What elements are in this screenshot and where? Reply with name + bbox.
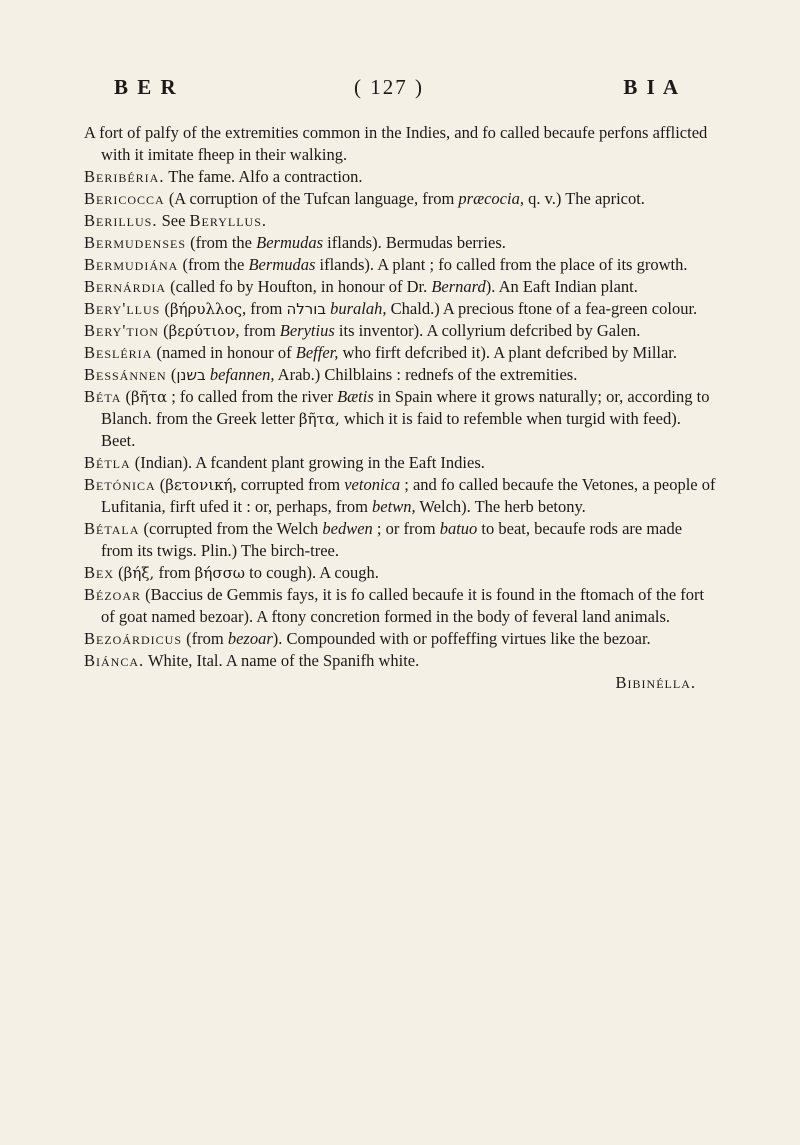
dictionary-entry	[84, 166, 716, 188]
header-right: B I A	[623, 75, 680, 99]
italic-term: bedwen	[322, 519, 373, 538]
dictionary-entry	[84, 364, 716, 386]
definition-text: White, Ital. A name of the Spanifh white.	[144, 651, 420, 670]
definition-text: (	[114, 563, 124, 582]
headword: Bermudenses	[84, 233, 187, 252]
headword: Biánca.	[84, 651, 145, 670]
headword: Bermudiána	[84, 255, 179, 274]
dictionary-entry	[84, 562, 716, 584]
italic-term: Bætis	[337, 387, 374, 406]
definition-text: q. v.) The apricot.	[523, 189, 645, 208]
definition-text: See	[157, 211, 190, 230]
italic-term: Bernard	[431, 277, 486, 296]
definition-text: Chald.) A precious ftone of a fea-green colour.	[386, 299, 698, 318]
greek-term: βετονική	[165, 476, 233, 494]
dictionary-entry	[84, 188, 716, 210]
definition-text: (	[121, 387, 131, 406]
headword: Béta	[84, 387, 122, 406]
headword: Besléria	[84, 343, 153, 362]
dictionary-entry	[84, 254, 716, 276]
definition-text: A fort of palfy of the extremities common in the Indies, and fo called becaufe perfons afflicted with it imitate fheep in their walking.	[84, 123, 708, 164]
definition-text: ). Compounded with or poffeffing virtues like the bezoar.	[272, 629, 651, 648]
headword: Betónica	[84, 475, 156, 494]
definition-text: ; or from	[372, 519, 440, 538]
definition-text: which it is faid to refemble when turgid with feed). Beet.	[101, 409, 681, 450]
page-number: ( 127 )	[354, 75, 424, 99]
definition-text: (from the	[186, 233, 257, 252]
definition-text: Arab.) Chilblains : rednefs of the extremities.	[274, 365, 578, 384]
definition-text: to beat, becaufe rods are made from its twigs. Plin.) The birch-tree.	[101, 519, 683, 560]
definition-text: (A corruption of the Tufcan language, from	[164, 189, 459, 208]
definition-text: (called fo by Houfton, in honour of Dr.	[166, 277, 432, 296]
entries-column	[84, 122, 716, 694]
definition-text: iflands). A plant ; fo called from the place of its growth.	[315, 255, 688, 274]
definition-text: in Spain where it grows naturally; or, according to Blanch. from the Greek letter	[101, 387, 710, 428]
definition-text: (from	[182, 629, 228, 648]
definition-text: to cough). A cough.	[245, 563, 379, 582]
definition-text: (	[160, 299, 170, 318]
greek-term: βήσσω	[194, 564, 246, 582]
definition-text: (Indian). A fcandent plant growing in the Eaft Indies.	[130, 453, 485, 472]
greek-term: βῆτα	[131, 388, 168, 406]
definition-text: (named in honour of	[152, 343, 296, 362]
definition-text: its inventor). A collyrium defcribed by Galen.	[334, 321, 641, 340]
headword: Bétala	[84, 519, 140, 538]
headword: Bessánnen	[84, 365, 167, 384]
dictionary-entry	[84, 232, 716, 254]
greek-term: βήρυλλος	[169, 300, 242, 318]
dictionary-entry	[84, 518, 716, 562]
dictionary-entry	[84, 276, 716, 298]
definition-text: , from	[235, 321, 280, 340]
definition-text: , corrupted from	[232, 475, 345, 494]
dictionary-entry	[84, 584, 716, 628]
cross-reference: Beryllus.	[189, 211, 268, 230]
dictionary-entry	[84, 320, 716, 342]
running-header	[114, 75, 680, 101]
headword: Bericocca	[84, 189, 165, 208]
headword: Beribéria.	[84, 167, 165, 186]
dictionary-entry	[84, 210, 716, 232]
headword: Bernárdia	[84, 277, 167, 296]
dictionary-entry	[84, 122, 716, 166]
definition-text: ). An Eaft Indian plant.	[485, 277, 638, 296]
definition-text: The fame. Alfo a contraction.	[164, 167, 363, 186]
definition-text: Welch). The herb betony.	[415, 497, 586, 516]
dictionary-entry	[84, 474, 716, 518]
hebrew-term: בורלה	[286, 300, 327, 318]
definition-text: (	[166, 365, 177, 384]
headword: Berillus.	[84, 211, 158, 230]
definition-text: (corrupted from the Welch	[139, 519, 323, 538]
definition-text: (	[158, 321, 169, 340]
greek-term: βήξ,	[123, 564, 155, 582]
italic-term: bezoar	[227, 629, 273, 648]
header-left: B E R	[114, 75, 178, 99]
headword: Bezoárdicus	[84, 629, 183, 648]
catchword: Bibinélla.	[615, 673, 696, 692]
dictionary-entry	[84, 650, 716, 672]
dictionary-entry	[84, 342, 716, 364]
italic-term: Bermudas	[248, 255, 316, 274]
dictionary-entry	[84, 386, 716, 452]
dictionary-entry	[84, 298, 716, 320]
italic-term: Berytius	[279, 321, 335, 340]
definition-text: (Baccius de Gemmis fays, it is fo called becaufe it is found in the ftomach of the fort of goat named bezoar). A ftony concretion formed in the body of feveral land animals.	[101, 585, 705, 626]
definition-text: ; fo called from the river	[167, 387, 338, 406]
definition-text: (from the	[178, 255, 249, 274]
definition-text: iflands). Bermudas berries.	[323, 233, 506, 252]
greek-term: βῆτα,	[298, 410, 340, 428]
definition-text: ; and fo called becaufe the Vetones, a people of Lufitania, firft ufed it : or, perhaps, from	[101, 475, 716, 516]
headword: Bery'llus	[84, 299, 161, 318]
italic-term: vetonica	[344, 475, 401, 494]
dictionary-entry	[84, 452, 716, 474]
headword: Bex	[84, 563, 115, 582]
italic-term: befannen,	[209, 365, 275, 384]
headword: Bery'tion	[84, 321, 159, 340]
definition-text: , from	[242, 299, 287, 318]
greek-term: βερύτιον	[168, 322, 236, 340]
italic-term: Beffer,	[295, 343, 339, 362]
italic-term: batuo	[439, 519, 478, 538]
headword: Bézoar	[84, 585, 142, 604]
italic-term: betwn,	[372, 497, 416, 516]
headword: Bétla	[84, 453, 131, 472]
italic-term: Bermudas	[256, 233, 324, 252]
italic-term: præcocia,	[458, 189, 524, 208]
dictionary-entry	[84, 628, 716, 650]
italic-term: buralah,	[330, 299, 387, 318]
definition-text: from	[154, 563, 195, 582]
definition-text: who firft defcribed it). A plant defcribed by Millar.	[338, 343, 678, 362]
hebrew-term: בשנן	[176, 366, 206, 384]
definition-text: (	[155, 475, 166, 494]
